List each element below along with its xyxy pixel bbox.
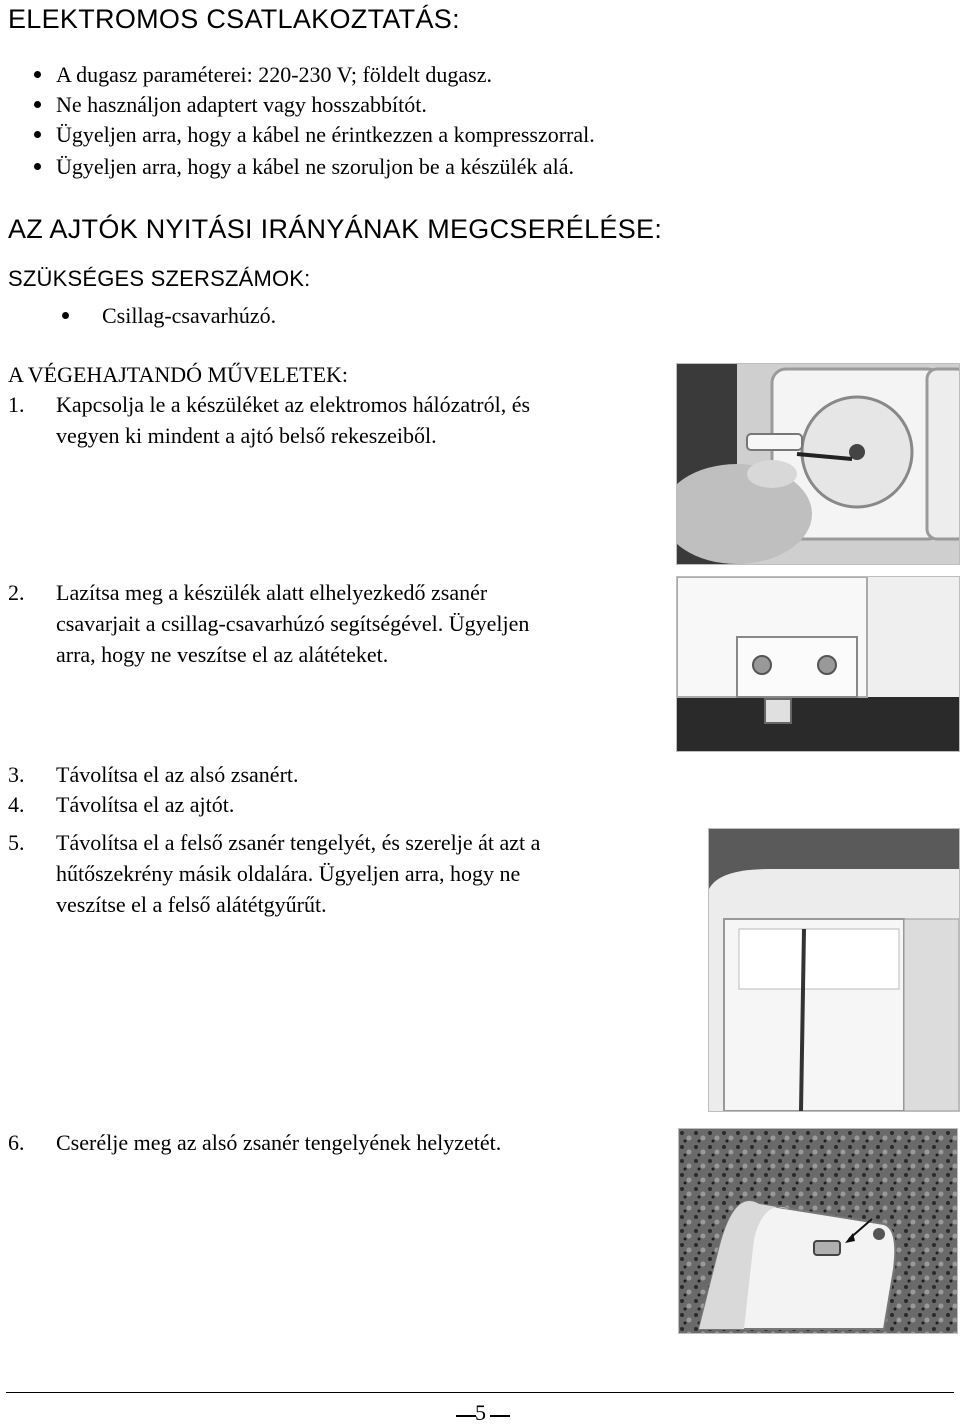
step-text-line: Távolítsa el az ajtót. [56,792,235,817]
bullet-icon [34,101,41,108]
section-heading-electrical: ELEKTROMOS CSATLAKOZTATÁS: [8,4,460,34]
step-text-line: veszítse el a felső alátétgyűrűt. [56,892,327,917]
steps-label: A VÉGEHAJTANDÓ MŰVELETEK: [8,362,349,387]
section-heading-door-reversal: AZ AJTÓK NYITÁSI IRÁNYÁNAK MEGCSERÉLÉSE: [8,214,663,244]
step-text-line: csavarjait a csillag-csavarhúzó segítségével. Ügyeljen [56,611,530,636]
bullet-icon [34,131,41,138]
step-number: 4. [8,792,25,817]
footer-rule [6,1392,954,1393]
photo-upper-hinge [708,828,960,1112]
step-text-line: Távolítsa el a felső zsanér tengelyét, és szerelje át azt a [56,830,541,855]
step-number: 2. [8,580,25,605]
photo-lower-hinge-pin [678,1128,958,1334]
bullet-icon [34,163,41,170]
step-text-line: arra, hogy ne veszítse el az alátéteket. [56,642,389,667]
list-item: Ügyeljen arra, hogy a kábel ne szoruljon be a készülék alá. [56,154,575,179]
tools-label: SZÜKSÉGES SZERSZÁMOK: [8,266,311,291]
page-number-dash [490,1415,510,1417]
bullet-icon [34,71,41,78]
step-number: 1. [8,392,25,417]
step-text-line: Cserélje meg az alsó zsanér tengelyének helyzetét. [56,1130,502,1155]
step-text-line: hűtőszekrény másik oldalára. Ügyeljen arra, hogy ne [56,861,521,886]
step-text-line: Lazítsa meg a készülék alatt elhelyezkedő zsanér [56,580,488,605]
list-item: Ügyeljen arra, hogy a kábel ne érintkezzen a kompresszorral. [56,122,595,147]
page-number-dash [456,1415,476,1417]
photo-power-plug [676,363,960,565]
photo-hinge-screws [676,576,960,752]
step-text-line: vegyen ki mindent a ajtó belső rekeszeiből. [56,423,437,448]
step-number: 6. [8,1130,25,1155]
step-number: 3. [8,762,25,787]
bullet-icon [62,312,69,319]
list-item: A dugasz paraméterei: 220-230 V; földelt dugasz. [56,62,493,87]
step-number: 5. [8,830,25,855]
step-text-line: Távolítsa el az alsó zsanért. [56,762,299,787]
tool-item: Csillag-csavarhúzó. [102,303,277,328]
page-number: 5 [475,1400,486,1425]
list-item: Ne használjon adaptert vagy hosszabbítót. [56,92,427,117]
step-text-line: Kapcsolja le a készüléket az elektromos hálózatról, és [56,392,531,417]
